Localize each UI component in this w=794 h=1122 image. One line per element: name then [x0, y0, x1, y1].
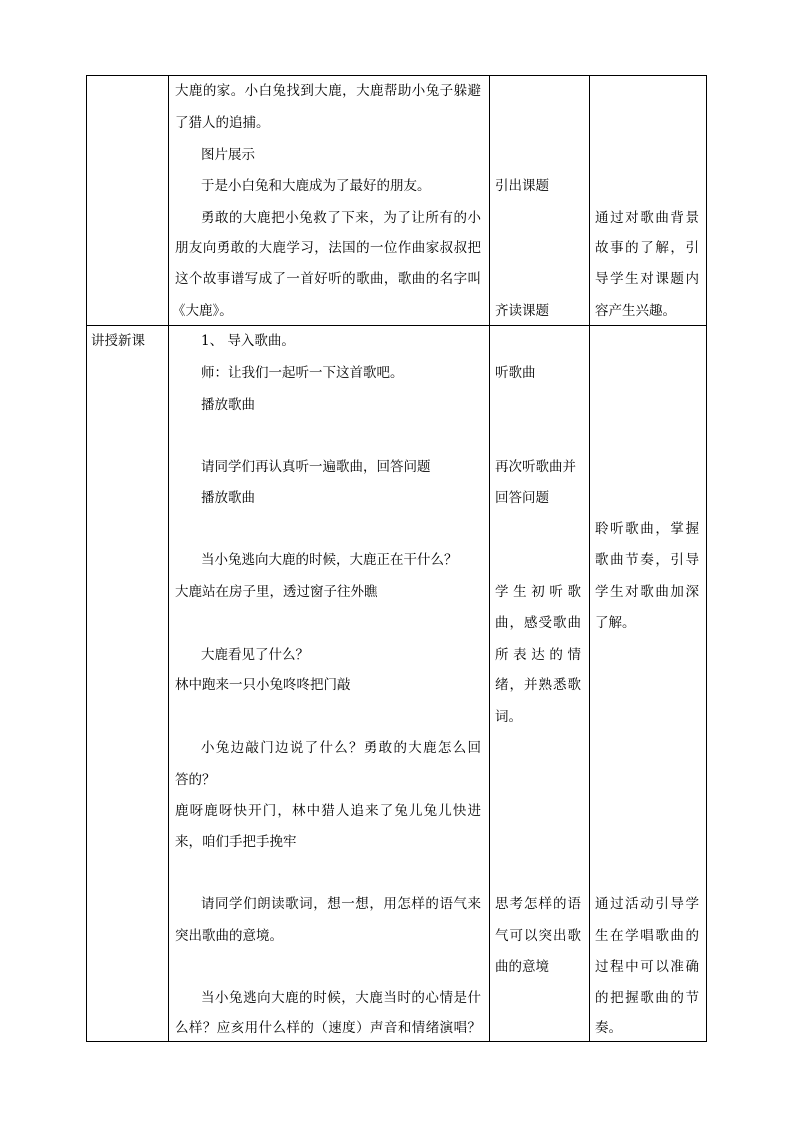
- teacher-line: 大鹿的家。小白兔找到大鹿，大鹿帮助小兔子躲避: [175, 83, 481, 99]
- intent-line: 的把握歌曲的节: [595, 990, 699, 1006]
- intent-line: 故事的了解，引: [595, 240, 699, 256]
- teacher-line: 当小兔逃向大鹿的时候，大鹿当时的心情是什: [201, 990, 481, 1006]
- student-line: 曲的意境: [495, 959, 549, 975]
- teacher-line: 师：让我们一起听一下这首歌吧。: [201, 365, 404, 381]
- student-line: 词。: [495, 709, 522, 725]
- row-divider: [86, 325, 707, 326]
- column-divider-2: [489, 75, 490, 1042]
- student-line: 所表达的情: [495, 647, 581, 663]
- teacher-line: 林中跑来一只小兔咚咚把门敲: [175, 677, 351, 693]
- teacher-line: 当小兔逃向大鹿的时候，大鹿正在干什么？: [201, 552, 458, 568]
- phase-label: 讲授新课: [91, 333, 145, 349]
- intent-line: 歌曲节奏，引导: [595, 552, 699, 568]
- student-line: 曲，感受歌曲: [495, 615, 581, 631]
- teacher-line: 勇敢的大鹿把小兔救了下来，为了让所有的小: [201, 210, 481, 226]
- intent-line: 通过对歌曲背景: [595, 210, 699, 226]
- student-line: 听歌曲: [495, 365, 536, 381]
- student-line: 气可以突出歌: [495, 928, 581, 944]
- teacher-line: 《大鹿》。: [172, 303, 233, 319]
- column-divider-3: [589, 75, 590, 1042]
- intent-line: 聆听歌曲，掌握: [595, 521, 699, 537]
- teacher-line: 鹿呀鹿呀快开门，林中猎人追来了兔儿兔儿快进: [175, 803, 481, 819]
- teacher-line: 图片展示: [201, 147, 255, 163]
- student-line: 再次听歌曲并: [495, 459, 576, 475]
- teacher-line: 这个故事谱写成了一首好听的歌曲，歌曲的名字叫: [175, 271, 481, 287]
- table-border-top: [86, 75, 707, 76]
- table-border-right: [706, 75, 707, 1042]
- student-line: 引出课题: [495, 178, 549, 194]
- intent-line: 奏。: [595, 1020, 622, 1036]
- student-line: 齐读课题: [495, 303, 549, 319]
- teacher-line: 于是小白兔和大鹿成为了最好的朋友。: [201, 178, 431, 194]
- teacher-line: 请同学们朗读歌词，想一想，用怎样的语气来: [201, 896, 481, 912]
- column-divider-1: [168, 75, 169, 1042]
- teacher-line: 突出歌曲的意境。: [175, 928, 283, 944]
- teacher-line: 1、 导入歌曲。: [201, 333, 295, 349]
- table-border-bottom: [86, 1041, 707, 1042]
- teacher-line: 播放歌曲: [201, 490, 255, 506]
- intent-line: 生在学唱歌曲的: [595, 928, 699, 944]
- student-line: 回答问题: [495, 490, 549, 506]
- intent-line: 容产生兴趣。: [595, 303, 676, 319]
- intent-line: 导学生对课题内: [595, 271, 699, 287]
- teacher-line: 答的？: [175, 772, 216, 788]
- teacher-line: 播放歌曲: [201, 397, 255, 413]
- intent-line: 了解。: [595, 615, 636, 631]
- teacher-line: 小兔边敲门边说了什么？勇敢的大鹿怎么回: [201, 740, 481, 756]
- student-line: 思考怎样的语: [495, 896, 581, 912]
- teacher-line: 了猎人的追捕。: [175, 115, 270, 131]
- intent-line: 过程中可以准确: [595, 959, 699, 975]
- teacher-line: 大鹿站在房子里，透过窗子往外瞧: [175, 584, 378, 600]
- lesson-plan-table: [86, 75, 707, 1042]
- table-border-left: [86, 75, 87, 1042]
- teacher-line: 朋友向勇敢的大鹿学习，法国的一位作曲家叔叔把: [175, 240, 481, 256]
- teacher-line: 大鹿看见了什么？: [201, 647, 309, 663]
- teacher-line: 来，咱们手把手挽牢: [175, 834, 297, 850]
- student-line: 绪，并熟悉歌: [495, 677, 581, 693]
- intent-line: 学生对歌曲加深: [595, 584, 699, 600]
- intent-line: 通过活动引导学: [595, 896, 699, 912]
- teacher-line: 请同学们再认真听一遍歌曲，回答问题: [201, 459, 431, 475]
- teacher-line: 么样？应亥用什么样的（速度）声音和情绪演唱？: [175, 1020, 481, 1036]
- student-line: 学生初听歌: [495, 584, 581, 600]
